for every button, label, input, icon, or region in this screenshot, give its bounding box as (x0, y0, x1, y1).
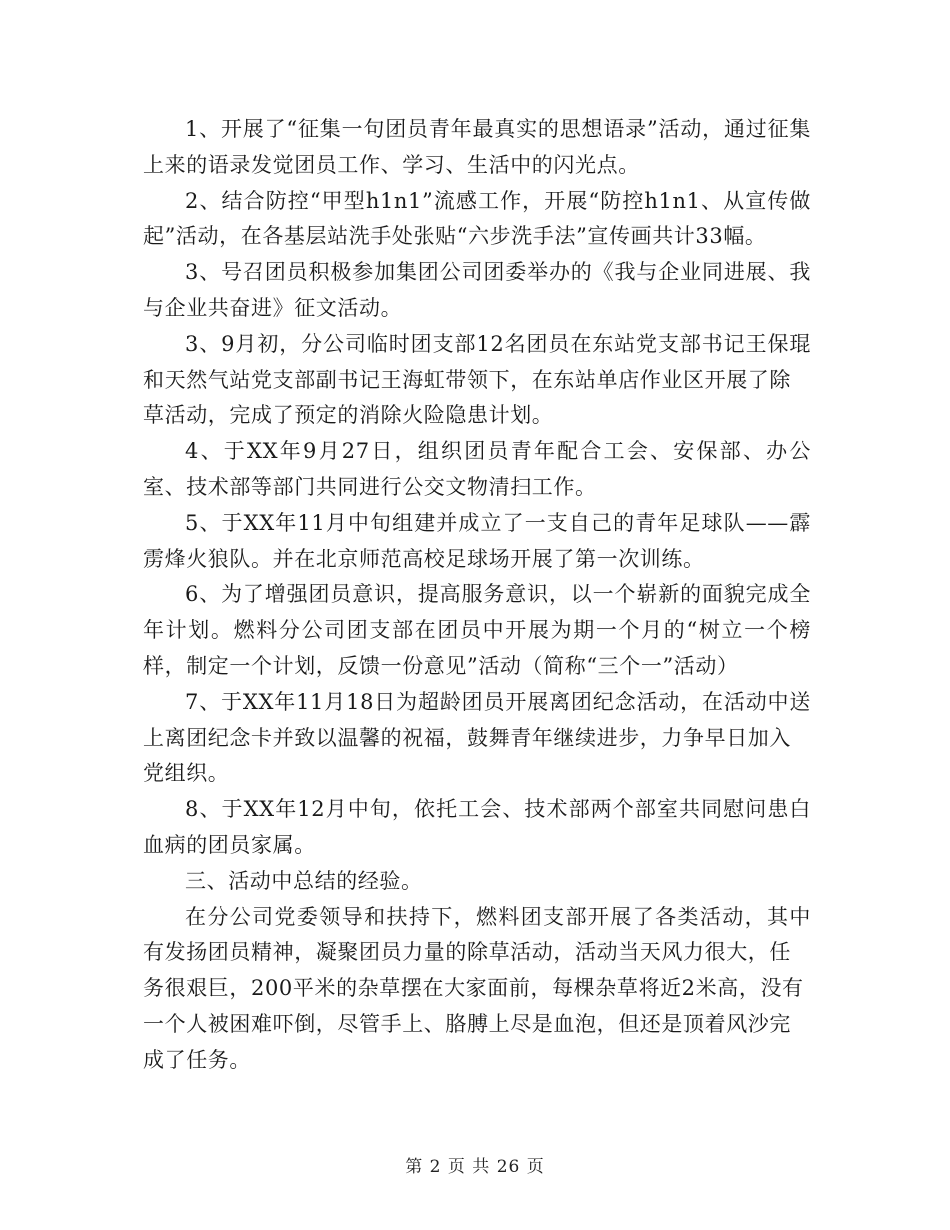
paragraph-activity-3b: 3、9月初，分公司临时团支部12名团员在东站党支部书记王保琨和天然气站党支部副书记王海虹带领下，在东站单店作业区开展了除 草活动，完成了预定的消除火险隐患计划。 (143, 331, 811, 428)
paragraph-experience: 在分公司党委领导和扶持下，燃料团支部开展了各类活动，其中有发扬团员精神，凝聚团员力量的除草活动，活动当天风力很大，任 务很艰巨，200平米的杂草摆在大家面前，每棵杂草将近2米高，没有 一个人被困难吓倒，尽管手上、胳膊上尽是血泡，但还是顶着风沙完 成了任务。 (143, 904, 811, 1072)
paragraph-activity-7: 7、于XX年11月18日为超龄团员开展离团纪念活动，在活动中送上离团纪念卡并致以温馨的祝福，鼓舞青年继续进步，力争早日加入 党组织。 (143, 689, 811, 786)
paragraph-activity-6: 6、为了增强团员意识，提高服务意识，以一个崭新的面貌完成全年计划。燃料分公司团支部在团员中开展为期一个月的“树立一个榜样，制定一个计划，反馈一份意见”活动（简称“三个一”活动） (143, 582, 811, 678)
paragraph-activity-4: 4、于XX年9月27日，组织团员青年配合工会、安保部、办公室、技术部等部门共同进行公交文物清扫工作。 (143, 439, 811, 499)
page-number-footer: 第 2 页 共 26 页 (405, 1157, 545, 1177)
section-heading-experience: 三、活动中总结的经验。 (185, 868, 423, 893)
paragraph-activity-3: 3、号召团员积极参加集团公司团委举办的《我与企业同进展、我与企业共奋进》征文活动。 (143, 260, 811, 320)
document-body (143, 112, 811, 1079)
paragraph-activity-2: 2、结合防控“甲型h1n1”流感工作，开展“防控h1n1、从宣传做起”活动，在各基层站洗手处张贴“六步洗手法”宣传画共计33幅。 (143, 188, 811, 249)
paragraph-activity-5: 5、于XX年11月中旬组建并成立了一支自己的青年足球队——霹雳烽火狼队。并在北京师范高校足球场开展了第一次训练。 (143, 510, 811, 571)
paragraph-activity-8: 8、于XX年12月中旬，依托工会、技术部两个部室共同慰问患白血病的团员家属。 (143, 797, 811, 857)
paragraph-activity-1: 1、开展了“征集一句团员青年最真实的思想语录”活动，通过征集上来的语录发觉团员工作、学习、生活中的闪光点。 (143, 117, 811, 177)
